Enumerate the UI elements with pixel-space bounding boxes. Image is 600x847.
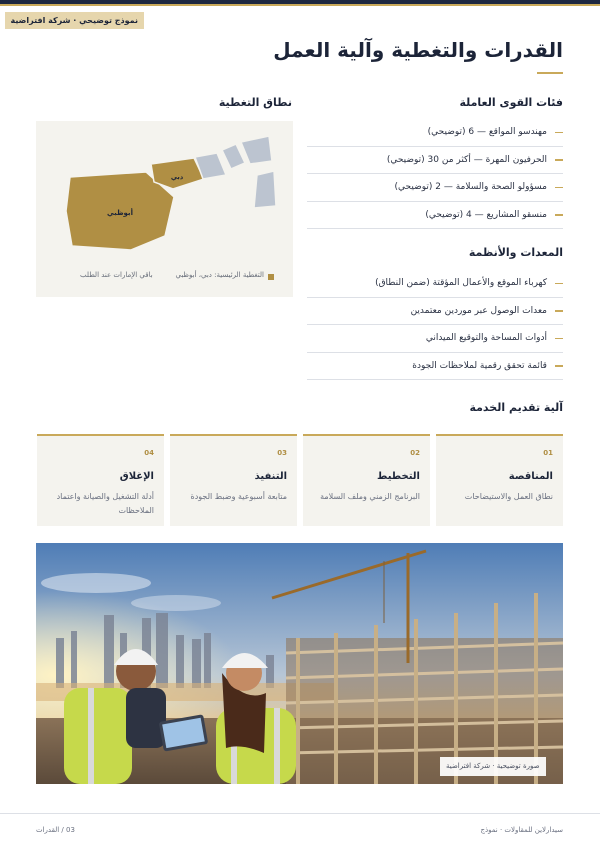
list-item-label: مسؤولو الصحة والسلامة — 2 (توضيحي) <box>394 182 547 193</box>
footer-divider <box>0 813 600 814</box>
workforce-heading: فئات القوى العاملة <box>459 96 563 109</box>
list-item-label: أدوات المساحة والتوقيع الميداني <box>425 333 547 344</box>
photo-caption-tag: صورة توضيحية · شركة افتراضية <box>440 757 546 776</box>
step-number: 04 <box>144 449 154 457</box>
dash-bullet-icon <box>555 159 563 161</box>
step-number: 01 <box>543 449 553 457</box>
umm-al-quwain-region <box>241 136 272 164</box>
step-title: الإغلاق <box>119 471 154 482</box>
page-title: القدرات والتغطية وآلية العمل <box>273 38 563 62</box>
step-description: البرنامج الزمني وملف السلامة <box>320 492 420 501</box>
construction-scene-graphic <box>36 543 563 784</box>
dash-bullet-icon <box>555 310 563 312</box>
list-item <box>307 119 563 147</box>
list-item <box>307 325 563 353</box>
sample-badge: نموذج توضيحي · شركة افتراضية <box>5 12 144 29</box>
workforce-list <box>307 119 563 229</box>
title-underline <box>537 72 563 74</box>
list-item-label: الحرفيون المهرة — أكثر من 30 (توضيحي) <box>386 154 547 165</box>
fujairah-region <box>254 171 276 208</box>
step-card <box>436 434 563 526</box>
dubai-label: دبي <box>170 173 184 181</box>
list-item-label: منسقو المشاريع — 4 (توضيحي) <box>425 210 547 221</box>
step-description: نطاق العمل والاستيضاحات <box>464 492 553 501</box>
legend-swatch-icon <box>268 274 274 280</box>
construction-photo <box>36 543 563 784</box>
legend-primary: التغطية الرئيسية: دبي، أبوظبي <box>175 271 264 279</box>
legend-secondary: باقي الإمارات عند الطلب <box>80 271 153 279</box>
coverage-heading: نطاق التغطية <box>218 96 292 109</box>
delivery-heading: آلية تقديم الخدمة <box>469 401 563 414</box>
list-item-label: قائمة تحقق رقمية لملاحظات الجودة <box>412 361 547 372</box>
step-card <box>303 434 430 526</box>
list-item <box>307 270 563 298</box>
step-card <box>37 434 164 526</box>
list-item <box>307 353 563 381</box>
top-gold-line <box>0 4 600 6</box>
list-item-label: معدات الوصول عبر موردين معتمدين <box>410 305 547 316</box>
dash-bullet-icon <box>555 365 563 367</box>
list-item <box>307 174 563 202</box>
equipment-list <box>307 270 563 380</box>
dash-bullet-icon <box>555 214 563 216</box>
dash-bullet-icon <box>555 283 563 285</box>
list-item-label: كهرباء الموقع والأعمال المؤقتة (ضمن النطاق) <box>375 278 547 289</box>
step-description: متابعة أسبوعية وضبط الجودة <box>190 492 287 501</box>
dash-bullet-icon <box>555 338 563 340</box>
step-title: المناقصة <box>508 471 553 482</box>
list-item <box>307 298 563 326</box>
equipment-heading: المعدات والأنظمة <box>468 246 563 259</box>
step-number: 02 <box>410 449 420 457</box>
dash-bullet-icon <box>555 187 563 189</box>
step-number: 03 <box>277 449 287 457</box>
dash-bullet-icon <box>555 132 563 134</box>
map-legend <box>46 271 286 283</box>
list-item <box>307 147 563 175</box>
step-description: أدلة التشغيل والصيانة واعتماد الملاحظات <box>56 492 154 515</box>
list-item-label: مهندسو المواقع — 6 (توضيحي) <box>427 127 547 138</box>
footer-company: سيدارلاين للمقاولات · نموذج <box>480 826 563 834</box>
abu-dhabi-label: أبوظبي <box>107 209 133 217</box>
step-card <box>170 434 297 526</box>
list-item <box>307 202 563 230</box>
step-title: التخطيط <box>376 471 420 482</box>
ajman-region <box>222 144 245 169</box>
footer-page-number: 03 / القدرات <box>36 826 75 834</box>
step-title: التنفيذ <box>254 471 287 482</box>
